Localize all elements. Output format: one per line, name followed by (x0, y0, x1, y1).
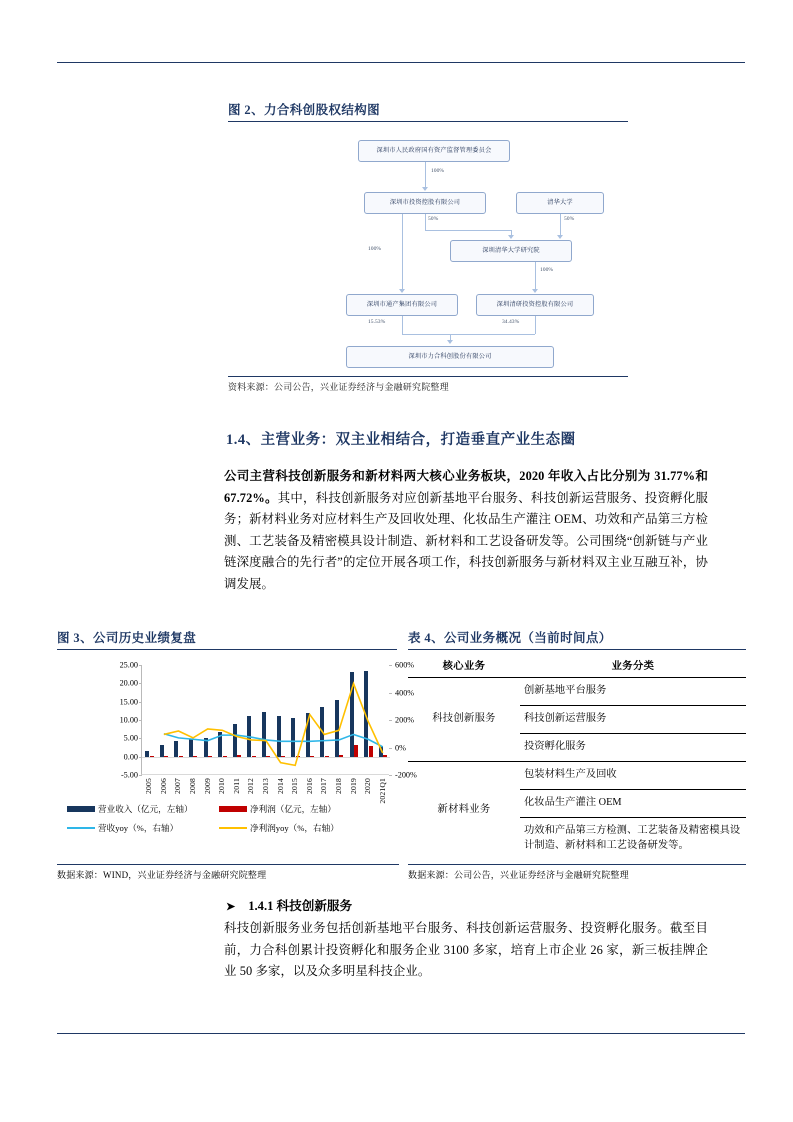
chart-legend (67, 803, 397, 841)
org-node-tongchan: 深圳市通产集团有限公司 (346, 294, 458, 316)
pct-sasac-invest: 100% (431, 168, 445, 174)
figure-3-caption-wrap (57, 628, 397, 650)
table-4-caption: 表 4、公司业务概况（当前时间点） (408, 628, 746, 650)
chart-y-tick-left (139, 775, 142, 776)
chart-x-axis-label: 2020 (363, 778, 373, 794)
figure-3-source-rule (57, 864, 399, 865)
table-row (408, 678, 746, 706)
legend-label-profit-yoy: 净利润yoy（%，右轴） (250, 823, 339, 833)
pct-institute-qingyan: 100% (540, 267, 554, 273)
chart-x-axis-label: 2016 (304, 778, 314, 794)
figure-3-caption: 图 3、公司历史业绩复盘 (57, 628, 397, 650)
chart-x-axis-label: 2018 (333, 778, 343, 794)
table-cell-business-category: 化妆品生产灌注 OEM (520, 789, 746, 817)
pct-tongchan-lihe: 15.53% (368, 319, 386, 325)
chart-y-axis-label-left: 20.00 (119, 678, 138, 688)
table-row (408, 761, 746, 789)
arrowhead-tsinghua-institute (557, 235, 563, 239)
table-cell-business-category: 投资孵化服务 (520, 733, 746, 761)
legend-item-net-profit (219, 803, 336, 815)
figure-2-block (228, 100, 628, 392)
chart-y-tick-right (389, 775, 392, 776)
chart-y-axis-label-left: 0.00 (123, 752, 138, 762)
org-node-lihe: 深圳市力合科创股份有限公司 (346, 346, 554, 368)
table-cell-business-category: 包装材料生产及回收 (520, 761, 746, 789)
legend-item-revenue (67, 803, 219, 815)
table-4-caption-wrap (408, 628, 746, 650)
chart-y-axis-label-right: -200% (395, 770, 417, 780)
org-node-invest-holding: 深圳市投资控股有限公司 (364, 192, 486, 214)
connector-qingyan-lihe (535, 316, 536, 334)
chart-plot-area (119, 660, 417, 780)
org-node-tsinghua: 清华大学 (516, 192, 604, 214)
chart-y-axis-label-left: 10.00 (119, 715, 138, 725)
chart-y-axis-label-left: 5.00 (123, 733, 138, 743)
connector-lihe-join (402, 334, 535, 335)
pct-qingyan-lihe: 34.43% (502, 319, 520, 325)
subsection-heading-text: 1.4.1 科技创新服务 (248, 899, 353, 913)
arrowhead-sasac-invest (422, 187, 428, 191)
chart-x-axis-label: 2005 (144, 778, 154, 794)
performance-chart (57, 655, 417, 860)
legend-label-revenue-yoy: 营收yoy（%，右轴） (98, 823, 179, 833)
table-header-category: 业务分类 (520, 652, 746, 678)
arrow-bullet-icon: ➤ (226, 901, 236, 913)
chart-line-profit-yoy (164, 684, 383, 766)
chart-x-axis-label: 2017 (319, 778, 329, 794)
chart-x-axis-label: 2014 (275, 778, 285, 794)
figure-2-caption: 图 2、力合科创股权结构图 (228, 100, 628, 122)
table-cell-business-category: 科技创新运营服务 (520, 705, 746, 733)
connector-tongchan-lihe (402, 316, 403, 334)
chart-x-axis-label: 2013 (261, 778, 270, 794)
org-node-research-institute: 深圳清华大学研究院 (450, 240, 572, 262)
org-node-sasac: 深圳市人民政府国有资产监督管理委员会 (358, 140, 510, 162)
arrowhead-institute-qingyan (532, 289, 538, 293)
table-header-row (408, 652, 746, 678)
subsection-heading-1-4-1 (226, 895, 352, 914)
business-overview-table (408, 652, 746, 859)
legend-swatch-revenue (67, 806, 95, 812)
chart-y-axis-label-left: 25.00 (119, 660, 138, 670)
chart-y-axis-label-right: 600% (395, 660, 415, 670)
connector-tsinghua-institute (560, 214, 561, 235)
chart-x-axis-label: 2012 (246, 778, 256, 794)
table-4-source: 数据来源：公司公告，兴业证券经济与金融研究院整理 (408, 870, 629, 880)
pct-invest-tongchan: 100% (368, 246, 382, 252)
chart-x-axis-label: 2009 (202, 778, 212, 794)
chart-x-axis-label: 2021Q1 (377, 778, 387, 804)
pct-invest-institute: 50% (428, 216, 439, 222)
connector-institute-qingyan (535, 262, 536, 289)
chart-y-axis-label-left: -5.00 (120, 770, 138, 780)
table-head (408, 652, 746, 678)
chart-y-axis-label-right: 0% (395, 743, 406, 752)
arrowhead-invest-institute (508, 235, 514, 239)
section-heading-1-4: 1.4、主营业务：双主业相结合，打造垂直产业生态圈 (226, 432, 576, 448)
table-cell-business-category: 功效和产品第三方检测、工艺装备及精密模具设计制造、新材料和工艺设备研发等。 (524, 824, 741, 851)
chart-y-axis-label-right: 400% (395, 688, 415, 697)
legend-swatch-profit-yoy (219, 827, 247, 829)
legend-swatch-revenue-yoy (67, 827, 95, 829)
chart-x-axis-label: 2007 (173, 778, 183, 794)
page-bottom-rule (57, 1033, 745, 1034)
connector-invest-tongchan (402, 214, 403, 289)
legend-item-revenue-yoy (67, 822, 219, 834)
paragraph-rest: 其中，科技创新服务对应创新基地平台服务、科技创新运营服务、投资孵化服务；新材料业务对应材料生产及回收处理、化妆品生产灌注 OEM、功效和产品第三方检测、工艺装备及精密模具设计制造、新材料和工艺设备研发等。公司围绕“创新链与产业链深度融合的先行者”的定位开展各项工作，科技创新服务与新材料双主业互融互补，协调发展。 (224, 490, 708, 591)
section-paragraph (224, 466, 708, 596)
table-header-core: 核心业务 (408, 652, 520, 678)
connector-invest-institute-h (425, 230, 511, 231)
connector-invest-institute (425, 214, 426, 230)
table-cell-core-business: 科技创新服务 (408, 678, 520, 762)
chart-line-layer (142, 665, 390, 775)
figure-2-source: 资料来源：公司公告，兴业证券经济与金融研究院整理 (228, 382, 449, 392)
legend-label-revenue: 营业收入（亿元，左轴） (98, 804, 193, 814)
legend-swatch-net-profit (219, 806, 247, 812)
legend-label-net-profit: 净利润（亿元，左轴） (250, 804, 336, 814)
chart-y-axis-label-right: 200% (395, 715, 415, 725)
pct-tsinghua-institute: 50% (564, 216, 575, 222)
paragraph-bold-lead: 公司主营科技创新服务和新材料两大核心业务板块，2020 年收入占比分别为 31.77%和 67.72%。 (224, 469, 708, 505)
table-body (408, 678, 746, 860)
table-cell-core-business: 新材料业务 (437, 804, 491, 816)
chart-x-axis-label: 2015 (290, 778, 300, 794)
chart-x-axis-label: 2010 (217, 778, 227, 794)
arrowhead-invest-tongchan (399, 289, 405, 293)
figure-3-source: 数据来源：WIND，兴业证券经济与金融研究院整理 (57, 870, 267, 880)
chart-x-axis-label: 2011 (231, 778, 241, 794)
table-cell-business-category: 创新基地平台服务 (520, 678, 746, 706)
chart-x-axis-label: 2019 (348, 778, 358, 794)
org-node-qingyan: 深圳清研投资控股有限公司 (476, 294, 594, 316)
connector-sasac-invest (425, 162, 426, 188)
table-4-source-rule (408, 864, 746, 865)
subsection-paragraph: 科技创新服务业务包括创新基地平台服务、科技创新运营服务、投资孵化服务。截至目前，力合科创累计投资孵化和服务企业 3100 多家，培育上市企业 26 家，新三板挂牌企业 50 多家，以及众多明星科技企业。 (224, 921, 708, 979)
chart-x-axis-label: 2006 (158, 778, 168, 794)
chart-x-axis-label: 2008 (188, 778, 198, 794)
page-top-rule (57, 62, 745, 63)
legend-item-profit-yoy (219, 822, 339, 834)
arrowhead-lihe (447, 340, 453, 344)
org-chart (228, 136, 628, 378)
chart-y-axis-label-left: 15.00 (119, 697, 138, 707)
